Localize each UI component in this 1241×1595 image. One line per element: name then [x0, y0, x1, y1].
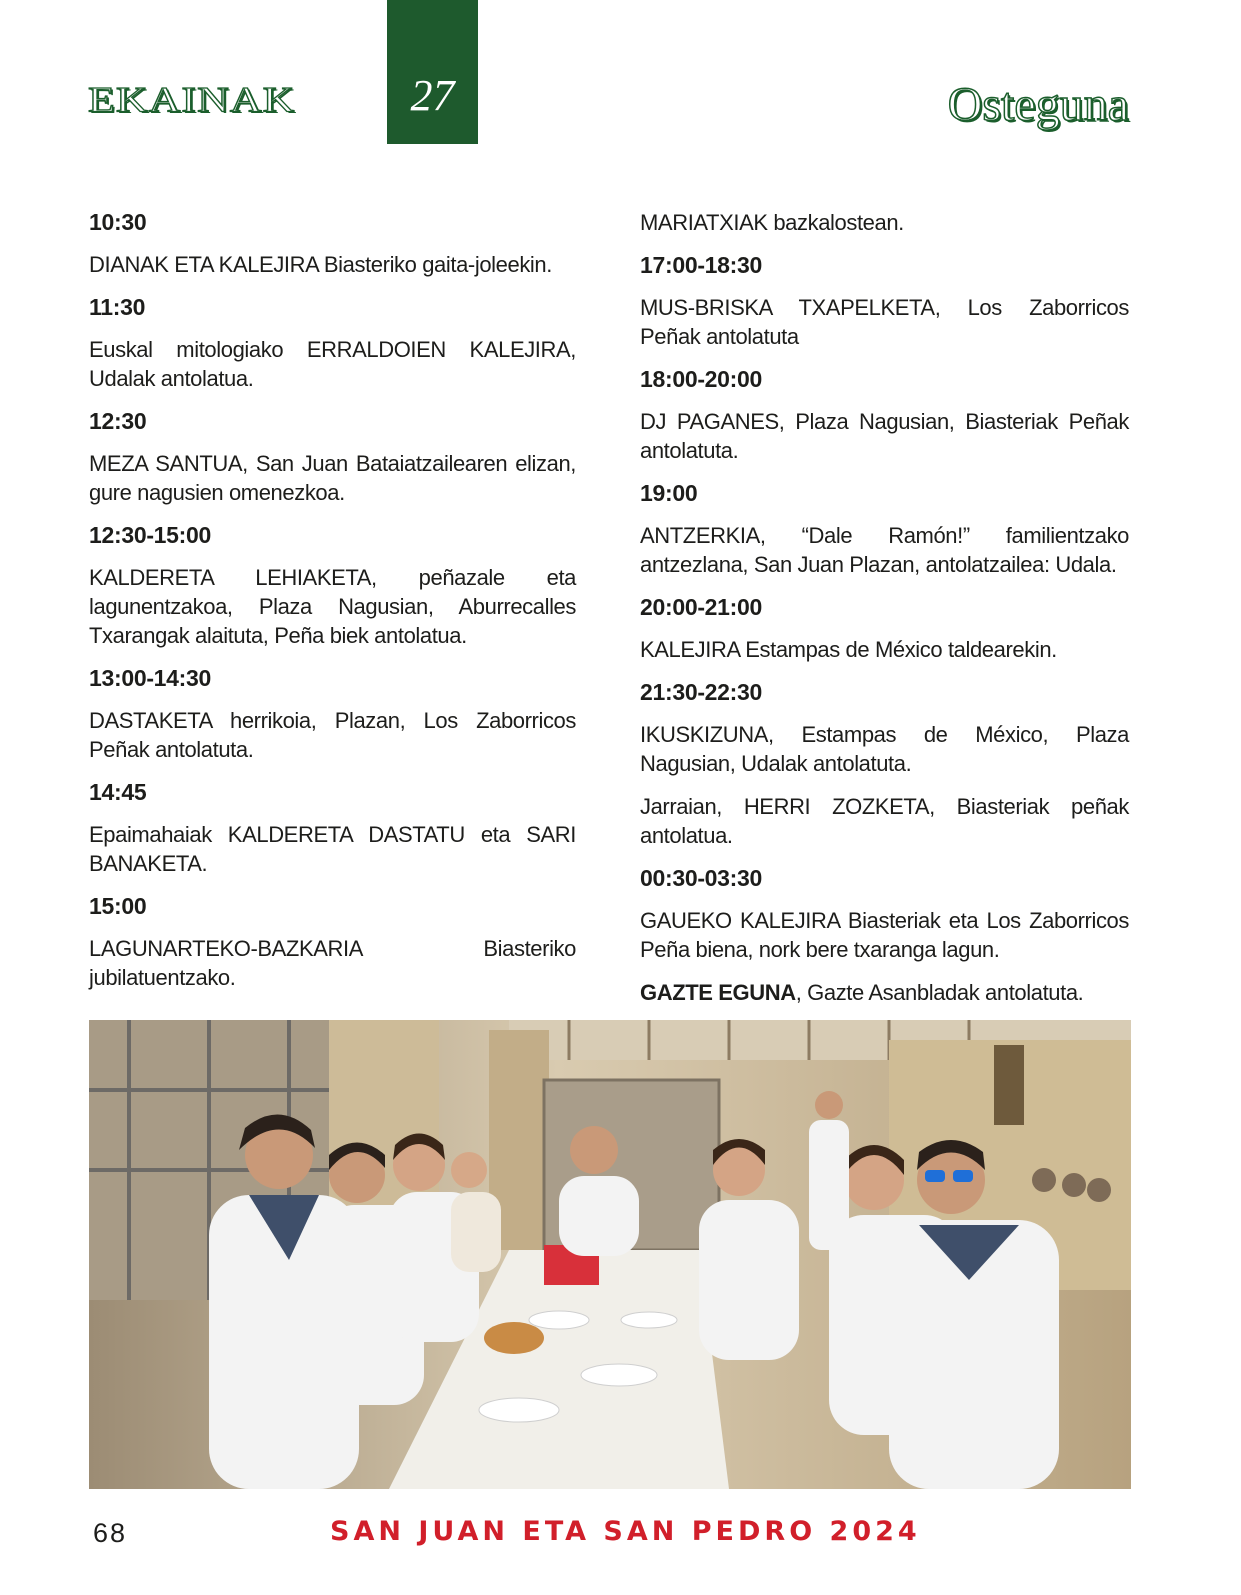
left-schedule-column — [89, 208, 576, 1006]
schedule-item — [89, 892, 576, 992]
event-description: DASTAKETA herrikoia, Plazan, Los Zaborricos Peñak antolatuta. — [89, 708, 576, 762]
closing-note-bold: GAZTE EGUNA — [640, 980, 796, 1005]
event-extra-note: Jarraian, HERRI ZOZKETA, Biasteriak peñak antolatua. — [640, 794, 1129, 848]
month-title: EKAINAK — [88, 79, 296, 120]
event-description: MEZA SANTUA, San Juan Bataiatzailearen elizan, gure nagusien omenezkoa. — [89, 451, 576, 505]
closing-note — [640, 978, 1129, 1007]
page-number: 68 — [93, 1518, 128, 1548]
event-description: KALEJIRA Estampas de México taldearekin. — [640, 637, 1057, 662]
schedule-item — [640, 365, 1129, 465]
schedule-item — [89, 664, 576, 764]
event-description: ANTZERKIA, “Dale Ramón!” familientzako antzezlana, San Juan Plazan, antolatzailea: Udala. — [640, 523, 1129, 577]
weekday-title: Osteguna — [947, 78, 1129, 131]
event-time: 11:30 — [89, 294, 146, 320]
schedule-item — [89, 208, 576, 279]
event-description: Euskal mitologiako ERRALDOIEN KALEJIRA, Udalak antolatua. — [89, 337, 576, 391]
footer-title: SAN JUAN ETA SAN PEDRO 2024 — [330, 1516, 921, 1547]
event-description: LAGUNARTEKO-BAZKARIA Biasteriko jubilatuentzako. — [89, 936, 576, 990]
schedule-item — [89, 778, 576, 878]
event-time: 00:30-03:30 — [640, 865, 763, 891]
schedule-item — [89, 407, 576, 507]
event-description: DJ PAGANES, Plaza Nagusian, Biasteriak Peñak antolatuta. — [640, 409, 1129, 463]
event-time: 14:45 — [89, 779, 147, 805]
event-time: 17:00-18:30 — [640, 252, 763, 278]
day-number-box — [387, 0, 478, 144]
day-number: 27 — [410, 71, 455, 120]
schedule-item — [640, 593, 1129, 664]
schedule-item — [89, 521, 576, 650]
schedule-item — [640, 251, 1129, 351]
event-description: KALDERETA LEHIAKETA, peñazale eta lagunentzakoa, Plaza Nagusian, Aburrecalles Txarangak alaituta, Peña biek antolatua. — [89, 565, 576, 648]
festival-lunch-photo — [89, 1020, 1131, 1489]
schedule-item — [89, 293, 576, 393]
event-description: Epaimahaiak KALDERETA DASTATU eta SARI BANAKETA. — [89, 822, 576, 876]
event-description: GAUEKO KALEJIRA Biasteriak eta Los Zaborricos Peña biena, nork bere txaranga lagun. — [640, 908, 1129, 962]
schedule-item — [640, 479, 1129, 579]
schedule-item — [640, 864, 1129, 964]
event-time: 12:30 — [89, 408, 147, 434]
event-continuation: MARIATXIAK bazkalostean. — [640, 210, 904, 235]
right-schedule-column — [640, 208, 1129, 1021]
event-time: 15:00 — [89, 893, 147, 919]
event-time: 20:00-21:00 — [640, 594, 763, 620]
event-description: DIANAK ETA KALEJIRA Biasteriko gaita-joleekin. — [89, 252, 552, 277]
event-time: 21:30-22:30 — [640, 679, 763, 705]
event-time: 12:30-15:00 — [89, 522, 212, 548]
event-description: IKUSKIZUNA, Estampas de México, Plaza Nagusian, Udalak antolatuta. — [640, 722, 1129, 776]
event-time: 13:00-14:30 — [89, 665, 212, 691]
schedule-item — [640, 678, 1129, 778]
event-time: 18:00-20:00 — [640, 366, 763, 392]
event-description: MUS-BRISKA TXAPELKETA, Los Zaborricos Peñak antolatuta — [640, 295, 1129, 349]
event-time: 19:00 — [640, 480, 698, 506]
event-time: 10:30 — [89, 209, 147, 235]
closing-note-text: , Gazte Asanbladak antolatuta. — [795, 980, 1084, 1005]
